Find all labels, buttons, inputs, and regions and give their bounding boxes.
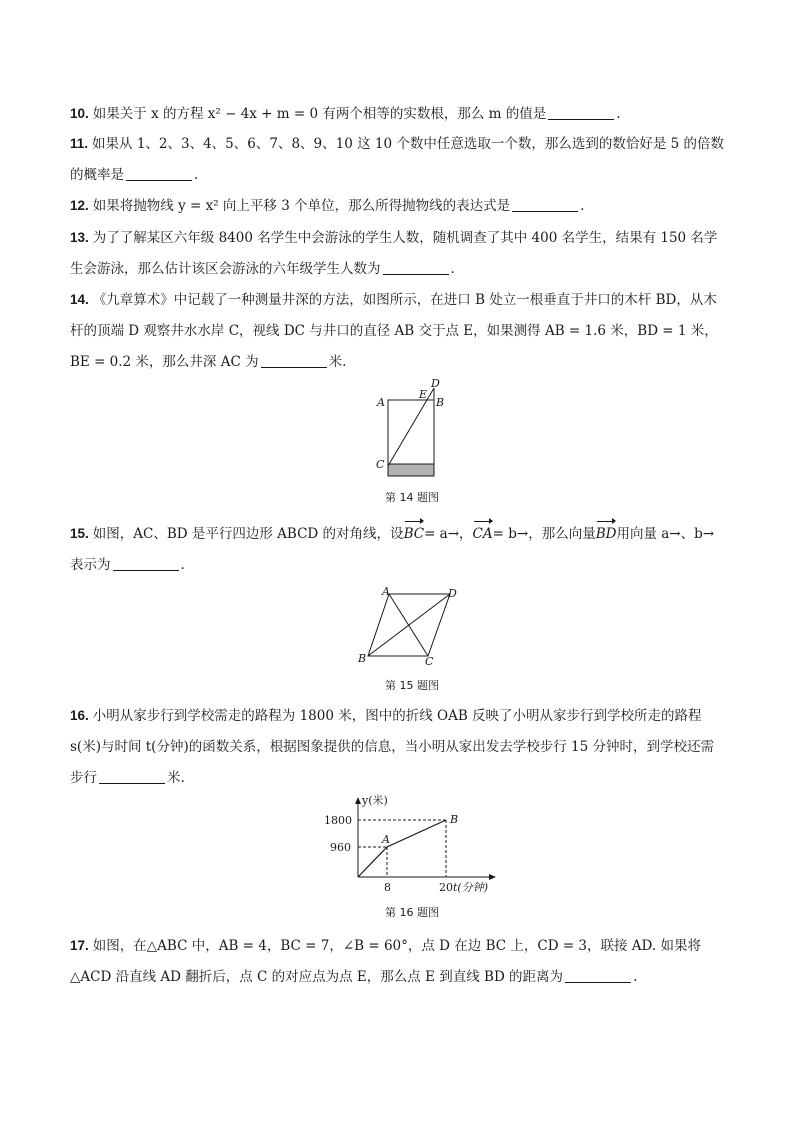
well-water <box>388 464 434 476</box>
label-D: D <box>431 377 440 390</box>
figure-16-graph <box>320 793 510 895</box>
question-number: 16. <box>70 708 89 723</box>
question-text: 如图，在△ABC 中，AB = 4，BC = 7，∠B = 60°，点 D 在边 BC 上，CD = 3，联接 AD. 如果将△ACD 沿直线 AD 翻折后，点 C 的对应点为点 E，那么点 E 到直线 BD 的距离为 <box>70 938 701 985</box>
label-A: A <box>382 833 390 846</box>
question-16 <box>70 700 725 794</box>
question-12 <box>70 190 725 222</box>
question-text: 如果将抛物线 y = x² 向上平移 3 个单位，那么所得抛物线的表达式是 <box>92 198 511 214</box>
figure-15-parallelogram <box>358 584 468 666</box>
label-A: A <box>382 585 390 598</box>
tick-20: 20 <box>439 881 453 894</box>
question-end: . <box>180 557 185 573</box>
question-end: . <box>633 969 638 985</box>
question-text: 小明从家步行到学校需走的路程为 1800 米，图中的折线 OAB 反映了小明从家步行到学校所走的路程 s(米)与时间 t(分钟)的函数关系，根据图象提供的信息，当小明从家出发去学校步行 15 分钟时，到学校还需步行 <box>70 708 714 786</box>
vector-BD: BD <box>596 519 617 550</box>
answer-blank[interactable] <box>113 556 179 571</box>
question-text: 为了了解某区六年级 8400 名学生中会游泳的学生人数，随机调查了其中 400 名学生，结果有 150 名学生会游泳，那么估计该区会游泳的六年级学生人数为 <box>70 230 718 277</box>
label-B: B <box>436 396 445 409</box>
question-end: 米. <box>167 770 185 786</box>
label-C: C <box>376 458 385 471</box>
question-end: . <box>616 106 621 122</box>
answer-blank[interactable] <box>548 105 614 120</box>
figure-16-caption: 第 16 题图 <box>385 906 439 919</box>
label-B: B <box>358 652 367 665</box>
vector-eq-1: = a→， <box>424 526 473 542</box>
answer-blank[interactable] <box>565 968 631 983</box>
figure-14-caption: 第 14 题图 <box>385 491 439 504</box>
label-B: B <box>450 813 459 826</box>
answer-blank[interactable] <box>261 353 327 368</box>
question-11 <box>70 128 725 191</box>
question-number: 15. <box>70 526 89 541</box>
question-text: 如果关于 x 的方程 x² − 4x + m = 0 有两个相等的实数根，那么 m 的值是 <box>92 106 547 122</box>
question-number: 17. <box>70 938 89 953</box>
question-end: . <box>580 198 585 214</box>
tick-8: 8 <box>384 881 391 894</box>
answer-blank[interactable] <box>99 769 165 784</box>
x-axis-arrow <box>489 874 496 880</box>
question-text: 《九章算术》中记载了一种测量井深的方法，如图所示，在进口 B 处立一根垂直于井口的木杆 BD，从木杆的顶端 D 观察井水水岸 C，视线 DC 与井口的直径 AB 交于点 E，如果测得 AB = 1.6 米，BD = 1 米，BE = 0.2 米，那么井深 AC 为 <box>70 292 718 370</box>
question-15 <box>70 518 725 581</box>
y-axis-arrow <box>355 797 361 804</box>
well-outline <box>388 400 434 466</box>
question-end: 米. <box>328 354 347 370</box>
question-end: . <box>194 167 199 183</box>
tick-960: 960 <box>330 841 351 854</box>
question-number: 10. <box>70 106 89 121</box>
question-number: 14. <box>70 292 89 307</box>
diagonal-BD <box>368 594 450 656</box>
question-number: 11. <box>70 136 89 151</box>
figure-14-well <box>360 376 450 484</box>
polyline-OAB <box>358 820 446 877</box>
label-A: A <box>377 396 385 409</box>
question-end: . <box>450 261 455 277</box>
question-14 <box>70 284 725 378</box>
question-text: 如图，AC、BD 是平行四边形 ABCD 的对角线，设 <box>92 526 404 542</box>
answer-blank[interactable] <box>512 197 578 212</box>
vector-BC: BC <box>404 519 425 550</box>
question-number: 12. <box>70 198 89 213</box>
vector-CA: CA <box>473 519 493 550</box>
figure-15-caption: 第 15 题图 <box>385 679 439 692</box>
question-text-2: 用向量 a→、b→表示为 <box>70 526 715 573</box>
label-D: D <box>448 587 457 600</box>
question-13 <box>70 222 725 285</box>
answer-blank[interactable] <box>383 260 449 275</box>
label-E: E <box>419 388 428 401</box>
y-axis-label: y(米) <box>362 794 388 807</box>
label-C: C <box>425 655 434 666</box>
tick-1800: 1800 <box>324 814 352 827</box>
question-text: 如果从 1、2、3、4、5、6、7、8、9、10 这 10 个数中任意选取一个数，那么选到的数恰好是 5 的倍数的概率是 <box>70 136 725 183</box>
question-17 <box>70 930 725 993</box>
answer-blank[interactable] <box>126 166 192 181</box>
x-axis-label: t(分钟) <box>453 881 489 894</box>
question-10 <box>70 98 725 130</box>
question-number: 13. <box>70 230 89 245</box>
vector-eq-2: = b→，那么向量 <box>492 526 596 542</box>
